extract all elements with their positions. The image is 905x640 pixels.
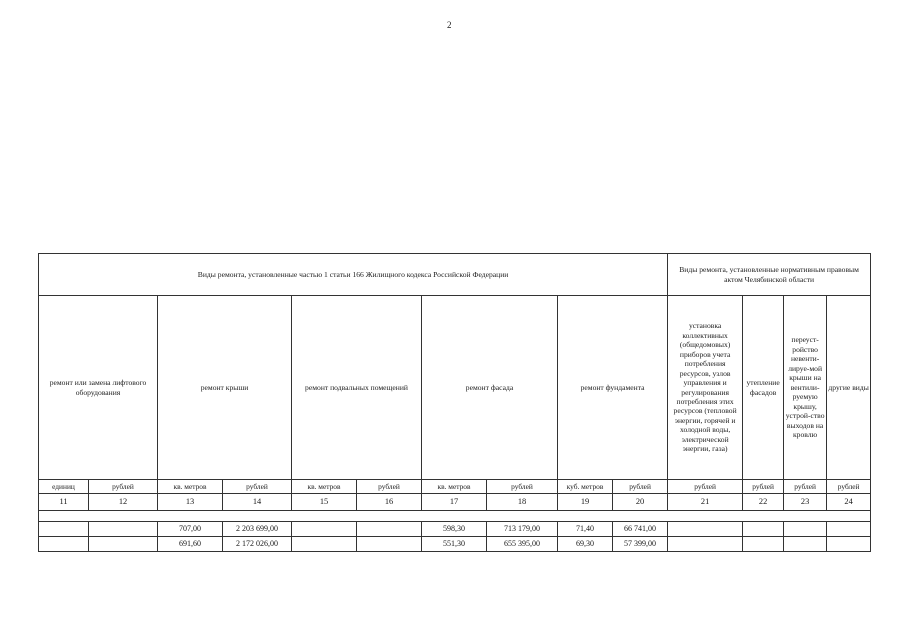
column-number: 19 — [558, 494, 613, 511]
data-cell — [784, 522, 827, 537]
column-number: 21 — [668, 494, 743, 511]
data-cell — [784, 537, 827, 552]
col-header-roof: ремонт крыши — [158, 296, 292, 480]
col-header-lift: ремонт или замена лифтового оборудования — [39, 296, 158, 480]
data-cell: 707,00 — [158, 522, 223, 537]
unit-cell: рублей — [89, 480, 158, 494]
data-cell — [743, 522, 784, 537]
table-row — [39, 537, 871, 552]
data-cell — [743, 537, 784, 552]
data-cell: 655 395,00 — [487, 537, 558, 552]
data-cell — [827, 522, 871, 537]
col-header-other: другие виды — [827, 296, 871, 480]
unit-cell: кв. метров — [292, 480, 357, 494]
data-cell — [827, 537, 871, 552]
col-header-facade: ремонт фасада — [422, 296, 558, 480]
data-cell — [357, 522, 422, 537]
column-number: 14 — [223, 494, 292, 511]
column-number: 24 — [827, 494, 871, 511]
data-cell — [39, 537, 89, 552]
unit-cell: кв. метров — [422, 480, 487, 494]
column-number: 23 — [784, 494, 827, 511]
repair-types-table — [38, 253, 871, 552]
data-cell — [39, 522, 89, 537]
unit-cell: рублей — [668, 480, 743, 494]
column-number: 20 — [613, 494, 668, 511]
unit-cell: рублей — [487, 480, 558, 494]
data-cell: 2 203 699,00 — [223, 522, 292, 537]
data-cell: 691,60 — [158, 537, 223, 552]
table-row — [39, 522, 871, 537]
unit-cell: кв. метров — [158, 480, 223, 494]
data-cell — [89, 537, 158, 552]
column-number: 17 — [422, 494, 487, 511]
data-cell: 713 179,00 — [487, 522, 558, 537]
column-number: 22 — [743, 494, 784, 511]
column-number: 15 — [292, 494, 357, 511]
group-header-regional: Виды ремонта, установленные нормативным правовым актом Челябинской области — [668, 254, 871, 296]
column-number: 12 — [89, 494, 158, 511]
data-cell: 551,30 — [422, 537, 487, 552]
col-header-basement: ремонт подвальных помещений — [292, 296, 422, 480]
data-cell — [292, 537, 357, 552]
col-header-insulation: утепление фасадов — [743, 296, 784, 480]
data-cell — [357, 537, 422, 552]
data-cell — [668, 522, 743, 537]
unit-cell: рублей — [784, 480, 827, 494]
spacer-row — [39, 511, 871, 522]
page-number: 2 — [447, 20, 452, 30]
unit-cell: куб. метров — [558, 480, 613, 494]
unit-cell: рублей — [613, 480, 668, 494]
unit-cell: рублей — [827, 480, 871, 494]
group-header-federal: Виды ремонта, установленные частью 1 статьи 166 Жилищного кодекса Российской Федерации — [39, 254, 668, 296]
data-cell — [668, 537, 743, 552]
column-number: 11 — [39, 494, 89, 511]
col-header-meters: установка коллективных (общедомовых) приборов учета потребления ресурсов, узлов управления и регулирования потребления этих ресурсов (тепловой энергии, горячей и холодной воды, электрической энергии, газа) — [668, 296, 743, 480]
unit-cell: рублей — [743, 480, 784, 494]
unit-cell: единиц — [39, 480, 89, 494]
data-cell: 66 741,00 — [613, 522, 668, 537]
col-header-roof-conversion: переуст-ройство невенти-лируе-мой крыши на вентили-руемую крышу, устрой-ство выходов на кровлю — [784, 296, 827, 480]
column-number: 18 — [487, 494, 558, 511]
col-header-foundation: ремонт фундамента — [558, 296, 668, 480]
column-number: 16 — [357, 494, 422, 511]
data-cell: 69,30 — [558, 537, 613, 552]
unit-cell: рублей — [357, 480, 422, 494]
unit-cell: рублей — [223, 480, 292, 494]
data-cell: 57 399,00 — [613, 537, 668, 552]
data-cell — [292, 522, 357, 537]
data-cell: 71,40 — [558, 522, 613, 537]
column-number: 13 — [158, 494, 223, 511]
data-cell: 598,30 — [422, 522, 487, 537]
data-cell: 2 172 026,00 — [223, 537, 292, 552]
data-cell — [89, 522, 158, 537]
